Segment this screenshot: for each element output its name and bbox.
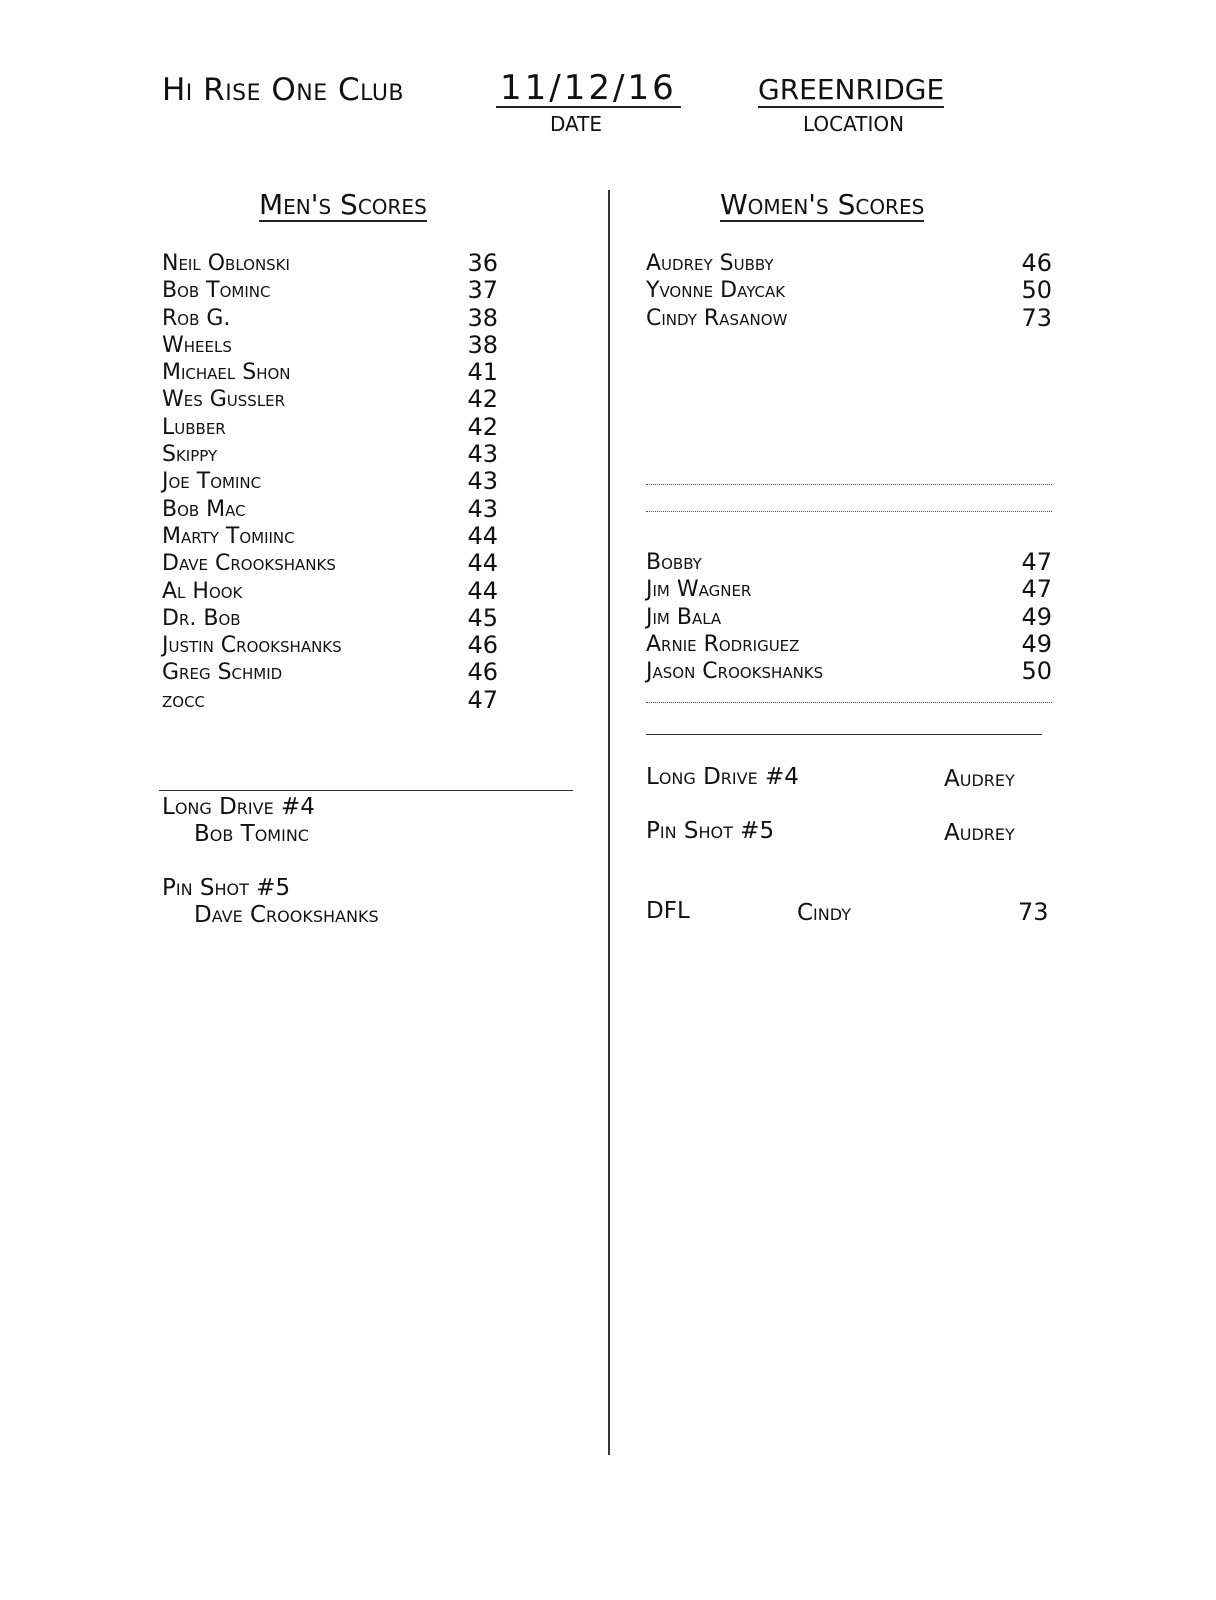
mens-scores-table: [162, 250, 498, 714]
player-score: 43: [467, 467, 498, 496]
womens-awards-divider: [646, 734, 1042, 735]
player-name: Audrey Subby: [646, 251, 774, 276]
player-score: 49: [1021, 629, 1052, 658]
table-row: [162, 687, 498, 714]
player-name: Greg Schmid: [162, 660, 283, 686]
player-name: Bobby: [646, 550, 702, 575]
mens-long-drive-label: Long Drive #4: [162, 794, 315, 820]
womens-long-drive-label: Long Drive #4: [646, 764, 799, 790]
player-score: 43: [467, 440, 498, 469]
player-name: Arnie Rodriguez: [646, 631, 800, 657]
table-row: [162, 578, 498, 605]
player-name: Rob G.: [162, 305, 231, 331]
mens-long-drive-winner: Bob Tominc: [194, 821, 309, 847]
table-row: [162, 523, 498, 550]
player-score: 44: [467, 521, 498, 550]
dfl-score: 73: [1018, 898, 1049, 926]
table-row: [646, 277, 1052, 304]
player-score: 37: [467, 276, 498, 305]
table-row: [162, 414, 498, 441]
player-name: Wes Gussler: [162, 387, 286, 413]
player-name: Justin Crookshanks: [162, 633, 342, 659]
player-score: 46: [467, 631, 498, 660]
table-row: [162, 386, 498, 413]
player-score: 42: [467, 385, 498, 414]
table-row: [646, 631, 1052, 658]
player-name: Jason Crookshanks: [646, 659, 824, 685]
player-name: Joe Tominc: [162, 469, 262, 495]
player-score: 36: [467, 249, 498, 277]
player-name: Cindy Rasanow: [646, 305, 788, 331]
table-row: [162, 305, 498, 332]
table-row: [162, 250, 498, 277]
player-name: Bob Tominc: [162, 278, 271, 304]
dotted-divider: [646, 702, 1052, 703]
table-row: [646, 549, 1052, 576]
mens-pin-shot-label: Pin Shot #5: [162, 875, 291, 901]
mens-awards-divider: [159, 790, 573, 791]
player-score: 38: [467, 303, 498, 332]
table-row: [646, 658, 1052, 685]
womens-pin-shot-winner: Audrey: [944, 820, 1015, 846]
dfl-name: Cindy: [797, 900, 851, 926]
dotted-divider: [646, 511, 1052, 512]
table-row: [162, 605, 498, 632]
player-name: Yvonne Daycak: [646, 278, 786, 304]
player-score: 41: [467, 358, 498, 387]
dotted-divider: [646, 484, 1052, 485]
player-score: 46: [1021, 249, 1052, 277]
column-divider: [608, 190, 610, 1455]
table-row: [162, 277, 498, 304]
player-name: zocc: [162, 687, 206, 713]
player-score: 42: [467, 412, 498, 441]
table-row: [162, 550, 498, 577]
location-label: LOCATION: [803, 112, 905, 136]
player-name: Marty Tomiinc: [162, 523, 295, 549]
player-score: 47: [1021, 548, 1052, 576]
player-score: 45: [467, 603, 498, 632]
player-name: Jim Bala: [646, 604, 722, 630]
player-score: 46: [467, 658, 498, 687]
date-label: DATE: [550, 112, 603, 136]
dfl-label: DFL: [646, 898, 690, 924]
player-name: Michael Shon: [162, 360, 291, 386]
player-name: Al Hook: [162, 578, 243, 604]
player-score: 44: [467, 549, 498, 578]
player-name: Dr. Bob: [162, 605, 241, 631]
club-name: Hi Rise One Club: [162, 72, 405, 108]
player-score: 73: [1021, 303, 1052, 332]
player-score: 38: [467, 330, 498, 359]
player-score: 49: [1021, 602, 1052, 631]
womens-scores-table: [646, 250, 1052, 332]
table-row: [646, 305, 1052, 332]
player-name: Neil Oblonski: [162, 251, 290, 276]
player-score: 47: [467, 685, 498, 714]
table-row: [646, 250, 1052, 277]
table-row: [162, 468, 498, 495]
table-row: [646, 576, 1052, 603]
player-score: 47: [1021, 575, 1052, 604]
mens-scores-title: Men's Scores: [259, 188, 427, 221]
player-name: Skippy: [162, 442, 218, 468]
table-row: [162, 332, 498, 359]
player-score: 50: [1021, 276, 1052, 305]
mens-pin-shot-winner: Dave Crookshanks: [194, 902, 379, 928]
table-row: [162, 359, 498, 386]
player-name: Wheels: [162, 332, 232, 358]
table-row: [162, 496, 498, 523]
womens-pin-shot-label: Pin Shot #5: [646, 818, 775, 844]
player-name: Dave Crookshanks: [162, 551, 336, 577]
table-row: [162, 659, 498, 686]
player-score: 43: [467, 494, 498, 523]
player-name: Bob Mac: [162, 496, 246, 522]
table-row: [162, 632, 498, 659]
other-scores-table: [646, 549, 1052, 685]
table-row: [162, 441, 498, 468]
player-name: Lubber: [162, 414, 226, 440]
womens-scores-title: Women's Scores: [720, 188, 925, 221]
player-name: Jim Wagner: [646, 577, 752, 603]
player-score: 50: [1021, 657, 1052, 686]
table-row: [646, 604, 1052, 631]
player-score: 44: [467, 576, 498, 605]
date-value: 11/12/16: [496, 70, 681, 108]
womens-long-drive-winner: Audrey: [944, 766, 1015, 792]
location-value: GREENRIDGE: [758, 73, 945, 106]
